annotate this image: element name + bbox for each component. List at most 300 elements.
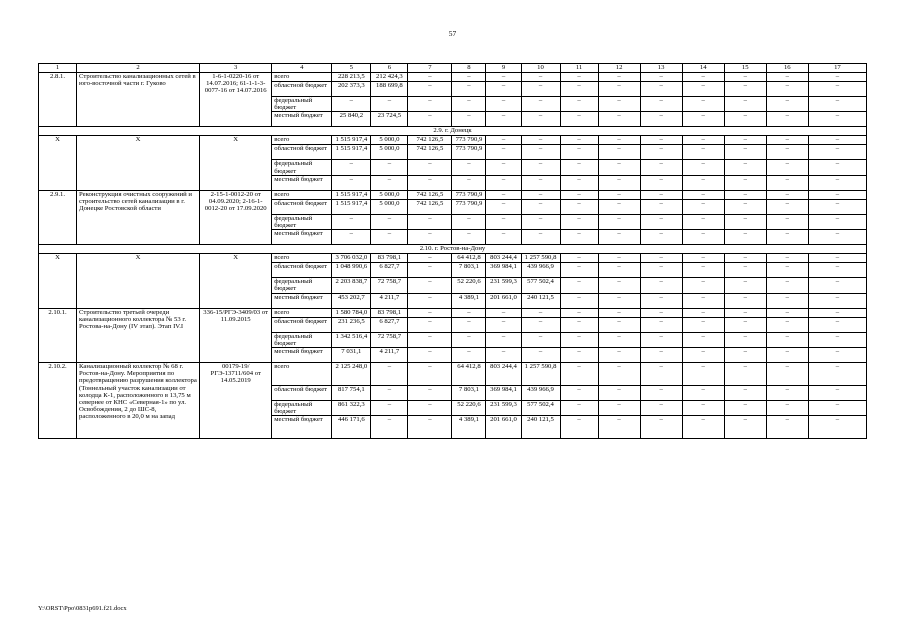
value-cell: – bbox=[408, 230, 452, 245]
value-cell: 773 790,9 bbox=[452, 190, 486, 199]
value-cell: – bbox=[682, 214, 724, 229]
value-cell: – bbox=[766, 145, 808, 160]
value-cell: – bbox=[682, 416, 724, 439]
column-number: 16 bbox=[766, 64, 808, 73]
value-cell: 439 966,9 bbox=[521, 263, 560, 278]
item-docs: Х bbox=[200, 136, 272, 190]
value-cell: – bbox=[640, 308, 682, 317]
value-cell: – bbox=[598, 175, 640, 190]
funding-type: местный бюджет bbox=[272, 112, 332, 127]
value-cell: – bbox=[371, 386, 408, 401]
value-cell: – bbox=[724, 160, 766, 175]
value-cell: – bbox=[598, 332, 640, 347]
value-cell: – bbox=[371, 97, 408, 112]
value-cell: 453 202,7 bbox=[332, 293, 371, 308]
value-cell: – bbox=[682, 293, 724, 308]
value-cell: – bbox=[486, 160, 521, 175]
budget-table-body bbox=[39, 64, 867, 439]
funding-type: всего bbox=[272, 363, 332, 386]
value-cell: – bbox=[808, 317, 866, 332]
funding-type: всего bbox=[272, 136, 332, 145]
item-name: Строительство третьей очереди канализационного коллектора № 53 г. Ростова-на-Дону (IV этап). Этап IV.I bbox=[77, 308, 200, 362]
value-cell: – bbox=[408, 254, 452, 263]
value-cell: – bbox=[486, 308, 521, 317]
value-cell: – bbox=[486, 97, 521, 112]
funding-type: федеральный бюджет bbox=[272, 160, 332, 175]
funding-type: областной бюджет bbox=[272, 386, 332, 401]
value-cell: 817 754,1 bbox=[332, 386, 371, 401]
value-cell: – bbox=[640, 97, 682, 112]
funding-type: местный бюджет bbox=[272, 416, 332, 439]
value-cell: – bbox=[766, 363, 808, 386]
value-cell: 7 803,1 bbox=[452, 263, 486, 278]
value-cell: – bbox=[724, 190, 766, 199]
funding-type: местный бюджет bbox=[272, 348, 332, 363]
value-cell: 72 758,7 bbox=[371, 278, 408, 293]
item-number: Х bbox=[39, 136, 77, 190]
table-row bbox=[39, 308, 867, 317]
value-cell: – bbox=[408, 82, 452, 97]
value-cell: – bbox=[682, 175, 724, 190]
value-cell: – bbox=[371, 416, 408, 439]
value-cell: – bbox=[521, 214, 560, 229]
column-number: 9 bbox=[486, 64, 521, 73]
value-cell: 369 984,1 bbox=[486, 386, 521, 401]
value-cell: – bbox=[408, 278, 452, 293]
value-cell: – bbox=[521, 97, 560, 112]
value-cell: 23 724,5 bbox=[371, 112, 408, 127]
item-number: 2.10.2. bbox=[39, 363, 77, 439]
value-cell: – bbox=[808, 263, 866, 278]
value-cell: – bbox=[808, 145, 866, 160]
funding-type: местный бюджет bbox=[272, 293, 332, 308]
value-cell: – bbox=[408, 175, 452, 190]
value-cell: – bbox=[598, 386, 640, 401]
value-cell: – bbox=[560, 254, 598, 263]
value-cell: 240 121,5 bbox=[521, 416, 560, 439]
value-cell: – bbox=[521, 160, 560, 175]
value-cell: – bbox=[408, 112, 452, 127]
value-cell: – bbox=[808, 308, 866, 317]
value-cell: – bbox=[598, 97, 640, 112]
value-cell: – bbox=[724, 254, 766, 263]
funding-type: федеральный бюджет bbox=[272, 278, 332, 293]
value-cell: – bbox=[808, 363, 866, 386]
value-cell: – bbox=[452, 308, 486, 317]
section-title: 2.10. г. Ростов-на-Дону bbox=[39, 245, 867, 254]
value-cell: – bbox=[452, 317, 486, 332]
value-cell: – bbox=[766, 401, 808, 416]
value-cell: – bbox=[521, 230, 560, 245]
value-cell: – bbox=[682, 112, 724, 127]
column-number: 6 bbox=[371, 64, 408, 73]
value-cell: – bbox=[598, 214, 640, 229]
value-cell: – bbox=[560, 363, 598, 386]
value-cell: – bbox=[808, 199, 866, 214]
value-cell: – bbox=[598, 136, 640, 145]
value-cell: – bbox=[408, 317, 452, 332]
value-cell: 72 758,7 bbox=[371, 332, 408, 347]
value-cell: – bbox=[332, 97, 371, 112]
funding-type: областной бюджет bbox=[272, 317, 332, 332]
item-name: Х bbox=[77, 136, 200, 190]
value-cell: – bbox=[640, 278, 682, 293]
value-cell: 231 599,3 bbox=[486, 401, 521, 416]
value-cell: – bbox=[408, 401, 452, 416]
value-cell: – bbox=[371, 230, 408, 245]
value-cell: – bbox=[724, 386, 766, 401]
table-row bbox=[39, 73, 867, 82]
value-cell: – bbox=[598, 416, 640, 439]
value-cell: 4 389,1 bbox=[452, 416, 486, 439]
column-number: 1 bbox=[39, 64, 77, 73]
value-cell: – bbox=[640, 175, 682, 190]
value-cell: – bbox=[682, 332, 724, 347]
value-cell: – bbox=[452, 230, 486, 245]
value-cell: – bbox=[598, 160, 640, 175]
value-cell: – bbox=[682, 386, 724, 401]
value-cell: – bbox=[640, 190, 682, 199]
value-cell: – bbox=[766, 263, 808, 278]
value-cell: – bbox=[332, 160, 371, 175]
value-cell: – bbox=[486, 136, 521, 145]
value-cell: – bbox=[682, 97, 724, 112]
value-cell: – bbox=[408, 214, 452, 229]
value-cell: – bbox=[640, 160, 682, 175]
value-cell: – bbox=[724, 348, 766, 363]
budget-table bbox=[38, 63, 867, 439]
value-cell: – bbox=[486, 145, 521, 160]
value-cell: – bbox=[640, 348, 682, 363]
value-cell: – bbox=[766, 348, 808, 363]
value-cell: – bbox=[808, 254, 866, 263]
value-cell: – bbox=[682, 363, 724, 386]
value-cell: – bbox=[724, 145, 766, 160]
value-cell: 202 373,3 bbox=[332, 82, 371, 97]
value-cell: – bbox=[408, 293, 452, 308]
value-cell: – bbox=[560, 332, 598, 347]
column-number: 10 bbox=[521, 64, 560, 73]
value-cell: – bbox=[598, 199, 640, 214]
value-cell: – bbox=[371, 175, 408, 190]
item-docs: 00179-19/РГЭ-13711/604 от 14.05.2019 bbox=[200, 363, 272, 439]
value-cell: – bbox=[521, 82, 560, 97]
value-cell: – bbox=[682, 160, 724, 175]
value-cell: – bbox=[724, 263, 766, 278]
funding-type: областной бюджет bbox=[272, 263, 332, 278]
value-cell: 1 342 516,4 bbox=[332, 332, 371, 347]
item-name: Канализационный коллектор № 68 г. Ростов-на-Дону. Мероприятия по предотвращению разрушения коллектора (Тоннельный участок канализации от колодца К-1, расположенного в 13,75 м севернее от КНС «Северная-1» по ул. Освобождения, 2 до ШС-8, расположенного в 20,0 м на запад bbox=[77, 363, 200, 439]
value-cell: – bbox=[724, 214, 766, 229]
section-row bbox=[39, 245, 867, 254]
value-cell: – bbox=[766, 293, 808, 308]
value-cell: – bbox=[486, 190, 521, 199]
column-number: 15 bbox=[724, 64, 766, 73]
value-cell: – bbox=[766, 97, 808, 112]
value-cell: 7 031,1 bbox=[332, 348, 371, 363]
value-cell: – bbox=[560, 214, 598, 229]
value-cell: – bbox=[521, 73, 560, 82]
item-number: 2.10.1. bbox=[39, 308, 77, 362]
value-cell: 4 389,1 bbox=[452, 293, 486, 308]
value-cell: – bbox=[408, 416, 452, 439]
value-cell: – bbox=[452, 73, 486, 82]
value-cell: 742 126,5 bbox=[408, 145, 452, 160]
value-cell: – bbox=[452, 348, 486, 363]
value-cell: – bbox=[486, 332, 521, 347]
value-cell: – bbox=[724, 293, 766, 308]
value-cell: – bbox=[371, 363, 408, 386]
value-cell: 1 257 590,8 bbox=[521, 254, 560, 263]
table-row bbox=[39, 136, 867, 145]
value-cell: 4 211,7 bbox=[371, 348, 408, 363]
value-cell: – bbox=[486, 199, 521, 214]
value-cell: – bbox=[682, 230, 724, 245]
value-cell: – bbox=[408, 363, 452, 386]
value-cell: – bbox=[598, 363, 640, 386]
value-cell: 6 827,7 bbox=[371, 317, 408, 332]
column-number: 7 bbox=[408, 64, 452, 73]
value-cell: 83 798,1 bbox=[371, 308, 408, 317]
value-cell: – bbox=[808, 97, 866, 112]
value-cell: – bbox=[766, 136, 808, 145]
item-number: Х bbox=[39, 254, 77, 308]
funding-type: областной бюджет bbox=[272, 82, 332, 97]
value-cell: 240 121,5 bbox=[521, 293, 560, 308]
item-name: Реконструкция очистных сооружений и строительство сетей канализации в г. Донецке Ростовской области bbox=[77, 190, 200, 244]
value-cell: 742 126,5 bbox=[408, 199, 452, 214]
value-cell: – bbox=[408, 348, 452, 363]
value-cell: – bbox=[486, 73, 521, 82]
value-cell: – bbox=[560, 73, 598, 82]
value-cell: – bbox=[598, 401, 640, 416]
value-cell: – bbox=[766, 175, 808, 190]
value-cell: – bbox=[521, 199, 560, 214]
funding-type: местный бюджет bbox=[272, 175, 332, 190]
value-cell: – bbox=[682, 190, 724, 199]
value-cell: – bbox=[332, 214, 371, 229]
value-cell: 1 515 917,4 bbox=[332, 199, 371, 214]
value-cell: 577 502,4 bbox=[521, 401, 560, 416]
value-cell: – bbox=[766, 199, 808, 214]
value-cell: – bbox=[808, 82, 866, 97]
value-cell: – bbox=[560, 263, 598, 278]
value-cell: – bbox=[766, 82, 808, 97]
value-cell: – bbox=[808, 401, 866, 416]
value-cell: – bbox=[598, 112, 640, 127]
value-cell: – bbox=[408, 332, 452, 347]
value-cell: 4 211,7 bbox=[371, 293, 408, 308]
value-cell: 228 213,5 bbox=[332, 73, 371, 82]
value-cell: – bbox=[598, 278, 640, 293]
value-cell: 5 000,0 bbox=[371, 136, 408, 145]
value-cell: – bbox=[598, 230, 640, 245]
value-cell: – bbox=[766, 73, 808, 82]
value-cell: – bbox=[640, 145, 682, 160]
value-cell: 577 502,4 bbox=[521, 278, 560, 293]
value-cell: – bbox=[560, 199, 598, 214]
value-cell: – bbox=[640, 82, 682, 97]
value-cell: – bbox=[682, 82, 724, 97]
value-cell: – bbox=[640, 254, 682, 263]
funding-type: всего bbox=[272, 73, 332, 82]
value-cell: 861 322,3 bbox=[332, 401, 371, 416]
item-number: 2.9.1. bbox=[39, 190, 77, 244]
value-cell: – bbox=[640, 263, 682, 278]
value-cell: 1 580 784,0 bbox=[332, 308, 371, 317]
value-cell: 83 798,1 bbox=[371, 254, 408, 263]
value-cell: – bbox=[724, 73, 766, 82]
value-cell: – bbox=[682, 199, 724, 214]
value-cell: 803 244,4 bbox=[486, 254, 521, 263]
value-cell: – bbox=[521, 348, 560, 363]
value-cell: – bbox=[521, 317, 560, 332]
value-cell: – bbox=[724, 199, 766, 214]
value-cell: – bbox=[560, 175, 598, 190]
value-cell: – bbox=[332, 230, 371, 245]
value-cell: – bbox=[640, 199, 682, 214]
value-cell: – bbox=[682, 348, 724, 363]
value-cell: – bbox=[808, 293, 866, 308]
funding-type: местный бюджет bbox=[272, 230, 332, 245]
value-cell: – bbox=[808, 230, 866, 245]
value-cell: 1 048 990,6 bbox=[332, 263, 371, 278]
value-cell: – bbox=[560, 82, 598, 97]
value-cell: – bbox=[408, 73, 452, 82]
value-cell: – bbox=[724, 82, 766, 97]
value-cell: 201 661,0 bbox=[486, 416, 521, 439]
value-cell: – bbox=[560, 190, 598, 199]
value-cell: 64 412,8 bbox=[452, 254, 486, 263]
value-cell: – bbox=[408, 263, 452, 278]
value-cell: – bbox=[452, 82, 486, 97]
value-cell: – bbox=[682, 263, 724, 278]
value-cell: – bbox=[808, 386, 866, 401]
value-cell: 1 515 917,4 bbox=[332, 190, 371, 199]
value-cell: – bbox=[766, 112, 808, 127]
value-cell: – bbox=[640, 401, 682, 416]
value-cell: 773 790,9 bbox=[452, 136, 486, 145]
value-cell: 773 790,9 bbox=[452, 199, 486, 214]
value-cell: – bbox=[560, 401, 598, 416]
value-cell: – bbox=[682, 145, 724, 160]
value-cell: – bbox=[371, 214, 408, 229]
value-cell: – bbox=[682, 136, 724, 145]
value-cell: – bbox=[808, 112, 866, 127]
value-cell: 2 125 248,0 bbox=[332, 363, 371, 386]
value-cell: – bbox=[766, 278, 808, 293]
value-cell: – bbox=[560, 97, 598, 112]
page-number: 57 bbox=[448, 29, 457, 38]
item-docs: 1-6-1-0220-16 от 14.07.2016; 61-1-1-3-0077-16 от 14.07.2016 bbox=[200, 73, 272, 127]
value-cell: – bbox=[452, 214, 486, 229]
value-cell: – bbox=[521, 136, 560, 145]
funding-type: федеральный бюджет bbox=[272, 332, 332, 347]
column-number: 12 bbox=[598, 64, 640, 73]
footer-file-path: Y:\ORST\Ppo\0831p691.f21.docx bbox=[38, 605, 127, 612]
value-cell: 3 706 032,0 bbox=[332, 254, 371, 263]
value-cell: 742 126,5 bbox=[408, 190, 452, 199]
value-cell: – bbox=[724, 112, 766, 127]
value-cell: – bbox=[682, 401, 724, 416]
value-cell: – bbox=[560, 416, 598, 439]
value-cell: – bbox=[640, 73, 682, 82]
column-number: 5 bbox=[332, 64, 371, 73]
value-cell: – bbox=[724, 308, 766, 317]
table-row bbox=[39, 363, 867, 386]
value-cell: 7 803,1 bbox=[452, 386, 486, 401]
value-cell: – bbox=[724, 278, 766, 293]
value-cell: – bbox=[521, 175, 560, 190]
item-docs: 2-15-1-0012-20 от 04.09.2020; 2-16-1-0012-20 от 17.09.2020 bbox=[200, 190, 272, 244]
value-cell: 231 599,3 bbox=[486, 278, 521, 293]
value-cell: – bbox=[486, 112, 521, 127]
value-cell: 1 515 917,4 bbox=[332, 136, 371, 145]
value-cell: 742 126,5 bbox=[408, 136, 452, 145]
value-cell: – bbox=[724, 416, 766, 439]
value-cell: – bbox=[521, 112, 560, 127]
item-docs: 336-15/РГЭ-3409/03 от 11.09.2015 bbox=[200, 308, 272, 362]
value-cell: – bbox=[724, 136, 766, 145]
value-cell: 52 220,6 bbox=[452, 278, 486, 293]
value-cell: – bbox=[808, 348, 866, 363]
column-number: 14 bbox=[682, 64, 724, 73]
value-cell: – bbox=[560, 136, 598, 145]
value-cell: – bbox=[640, 332, 682, 347]
value-cell: – bbox=[560, 145, 598, 160]
value-cell: – bbox=[682, 278, 724, 293]
value-cell: – bbox=[766, 254, 808, 263]
value-cell: – bbox=[521, 190, 560, 199]
value-cell: – bbox=[724, 401, 766, 416]
item-name: Строительство канализационных сетей в юго-восточной части г. Гуково bbox=[77, 73, 200, 127]
value-cell: – bbox=[486, 82, 521, 97]
value-cell: – bbox=[640, 317, 682, 332]
value-cell: 439 966,9 bbox=[521, 386, 560, 401]
value-cell: – bbox=[560, 112, 598, 127]
value-cell: 773 790,9 bbox=[452, 145, 486, 160]
value-cell: – bbox=[640, 112, 682, 127]
value-cell: – bbox=[452, 332, 486, 347]
value-cell: – bbox=[452, 112, 486, 127]
value-cell: – bbox=[452, 175, 486, 190]
value-cell: 1 257 590,8 bbox=[521, 363, 560, 386]
value-cell: – bbox=[452, 97, 486, 112]
value-cell: – bbox=[408, 386, 452, 401]
value-cell: – bbox=[598, 348, 640, 363]
value-cell: – bbox=[640, 363, 682, 386]
value-cell: – bbox=[808, 416, 866, 439]
value-cell: – bbox=[486, 317, 521, 332]
funding-type: федеральный бюджет bbox=[272, 401, 332, 416]
value-cell: – bbox=[766, 230, 808, 245]
value-cell: – bbox=[766, 416, 808, 439]
value-cell: 25 840,2 bbox=[332, 112, 371, 127]
value-cell: – bbox=[766, 214, 808, 229]
table-row bbox=[39, 190, 867, 199]
value-cell: – bbox=[560, 230, 598, 245]
value-cell: – bbox=[560, 348, 598, 363]
value-cell: – bbox=[521, 308, 560, 317]
value-cell: – bbox=[640, 230, 682, 245]
funding-type: всего bbox=[272, 254, 332, 263]
value-cell: – bbox=[598, 190, 640, 199]
value-cell: 64 412,8 bbox=[452, 363, 486, 386]
value-cell: – bbox=[808, 278, 866, 293]
value-cell: – bbox=[724, 175, 766, 190]
value-cell: – bbox=[560, 293, 598, 308]
value-cell: – bbox=[724, 363, 766, 386]
